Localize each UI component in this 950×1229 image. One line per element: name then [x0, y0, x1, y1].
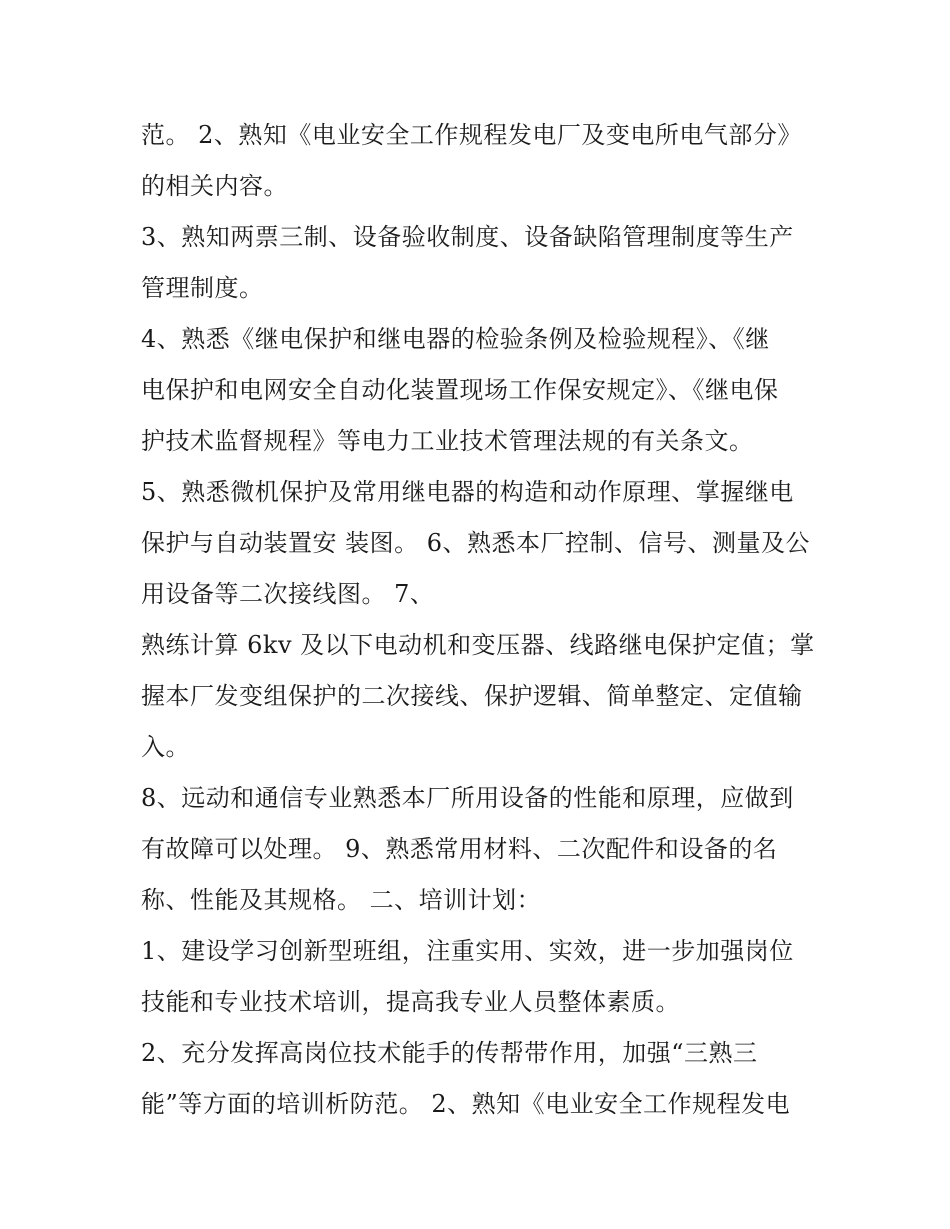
text-line: 入。 — [141, 733, 190, 761]
text-line: 8、远动和通信专业熟悉本厂所用设备的性能和原理，应做到 — [141, 784, 794, 812]
text-line: 的相关内容。 — [141, 172, 288, 200]
text-line: 能”等方面的培训析防范。 2、熟知《电业安全工作规程发电 — [141, 1090, 791, 1118]
text-line: 握本厂发变组保护的二次接线、保护逻辑、简单整定、定值输 — [141, 682, 803, 710]
text-line: 电保护和电网安全自动化装置现场工作保安规定》、《继电保 — [141, 376, 779, 404]
text-line: 4、熟悉《继电保护和继电器的检验条例及检验规程》、《继 — [141, 325, 770, 353]
text-line: 3、熟知两票三制、设备验收制度、设备缺陷管理制度等生产 — [141, 223, 794, 251]
text-line: 熟练计算 6kv 及以下电动机和变压器、线路继电保护定值；掌 — [141, 631, 815, 659]
text-line: 范。 2、熟知《电业安全工作规程发电厂及变电所电气部分》 — [141, 121, 802, 149]
text-line: 称、性能及其规格。 二、培训计划： — [141, 886, 542, 914]
text-line: 用设备等二次接线图。 7、 — [141, 580, 435, 608]
text-line: 2、充分发挥高岗位技术能手的传帮带作用，加强“三熟三 — [141, 1039, 758, 1067]
text-line: 1、建设学习创新型班组，注重实用、实效，进一步加强岗位 — [141, 937, 794, 965]
text-line: 保护与自动装置安 装图。 6、熟悉本厂控制、信号、测量及公 — [141, 529, 811, 557]
document-body — [141, 110, 821, 1130]
text-line: 管理制度。 — [141, 274, 264, 302]
text-line: 有故障可以处理。 9、熟悉常用材料、二次配件和设备的名 — [141, 835, 778, 863]
text-line: 护技术监督规程》等电力工业技术管理法规的有关条文。 — [141, 427, 754, 455]
text-line: 技能和专业技术培训，提高我专业人员整体素质。 — [141, 988, 680, 1016]
text-line: 5、熟悉微机保护及常用继电器的构造和动作原理、掌握继电 — [141, 478, 794, 506]
